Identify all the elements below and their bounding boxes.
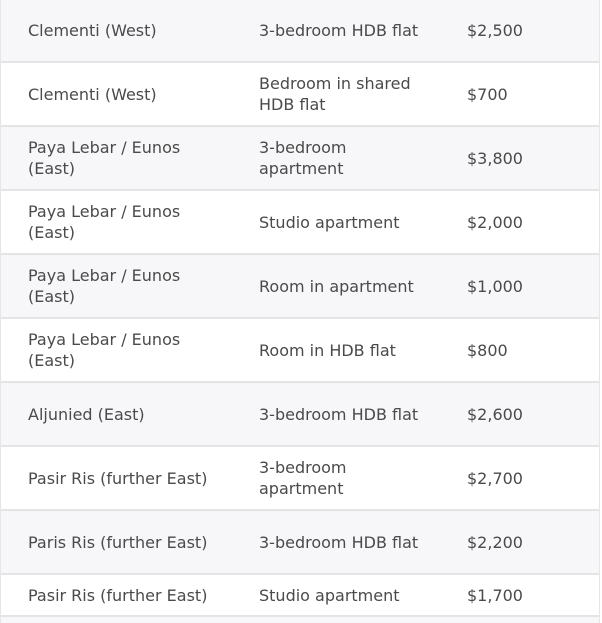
- area-cell: Paya Lebar / Eunos (East): [28, 266, 181, 306]
- area-cell: Paris Ris (further East): [28, 532, 208, 552]
- table-row: [1, 510, 599, 574]
- price-cell: $2,500: [467, 21, 523, 40]
- table-row: [1, 382, 599, 446]
- housing-type-cell: Room in HDB flat: [259, 340, 396, 360]
- price-cell: $2,600: [467, 404, 523, 424]
- area-cell: Pasir Ris (further East): [28, 468, 208, 488]
- area-cell: Paya Lebar / Eunos (East): [28, 330, 181, 370]
- housing-type-cell: 3-bedroom apartment: [259, 458, 347, 498]
- next-row-edge: [1, 617, 599, 623]
- housing-type-cell: Studio apartment: [259, 212, 400, 232]
- price-cell: $2,700: [467, 468, 523, 488]
- price-cell: $800: [467, 340, 508, 360]
- area-cell: Clementi (West): [28, 21, 157, 40]
- area-cell: Aljunied (East): [28, 404, 145, 424]
- housing-type-cell: 3-bedroom HDB flat: [259, 21, 419, 40]
- area-cell: Paya Lebar / Eunos (East): [28, 138, 181, 178]
- table-row: [1, 126, 599, 190]
- area-cell: Paya Lebar / Eunos (East): [28, 202, 181, 242]
- area-cell: Clementi (West): [28, 84, 157, 104]
- housing-type-cell: Studio apartment: [259, 585, 400, 605]
- price-cell: $1,000: [467, 276, 523, 296]
- price-cell: $700: [467, 84, 508, 104]
- table-row: [1, 190, 599, 254]
- price-cell: $2,200: [467, 532, 523, 552]
- table-row: [1, 0, 599, 62]
- price-cell: $1,700: [467, 585, 523, 605]
- table-row: [1, 318, 599, 382]
- housing-type-cell: 3-bedroom HDB flat: [259, 404, 419, 424]
- housing-type-cell: 3-bedroom apartment: [259, 138, 347, 178]
- table-row: [1, 574, 599, 616]
- housing-type-cell: 3-bedroom HDB flat: [259, 532, 419, 552]
- area-cell: Pasir Ris (further East): [28, 585, 208, 605]
- housing-type-cell: Room in apartment: [259, 276, 414, 296]
- price-cell: $2,000: [467, 212, 523, 232]
- rental-table: [1, 0, 599, 617]
- price-cell: $3,800: [467, 148, 523, 168]
- housing-type-cell: Bedroom in shared HDB flat: [259, 74, 411, 114]
- table-row: [1, 62, 599, 126]
- table-row: [1, 446, 599, 510]
- table-row: [1, 254, 599, 318]
